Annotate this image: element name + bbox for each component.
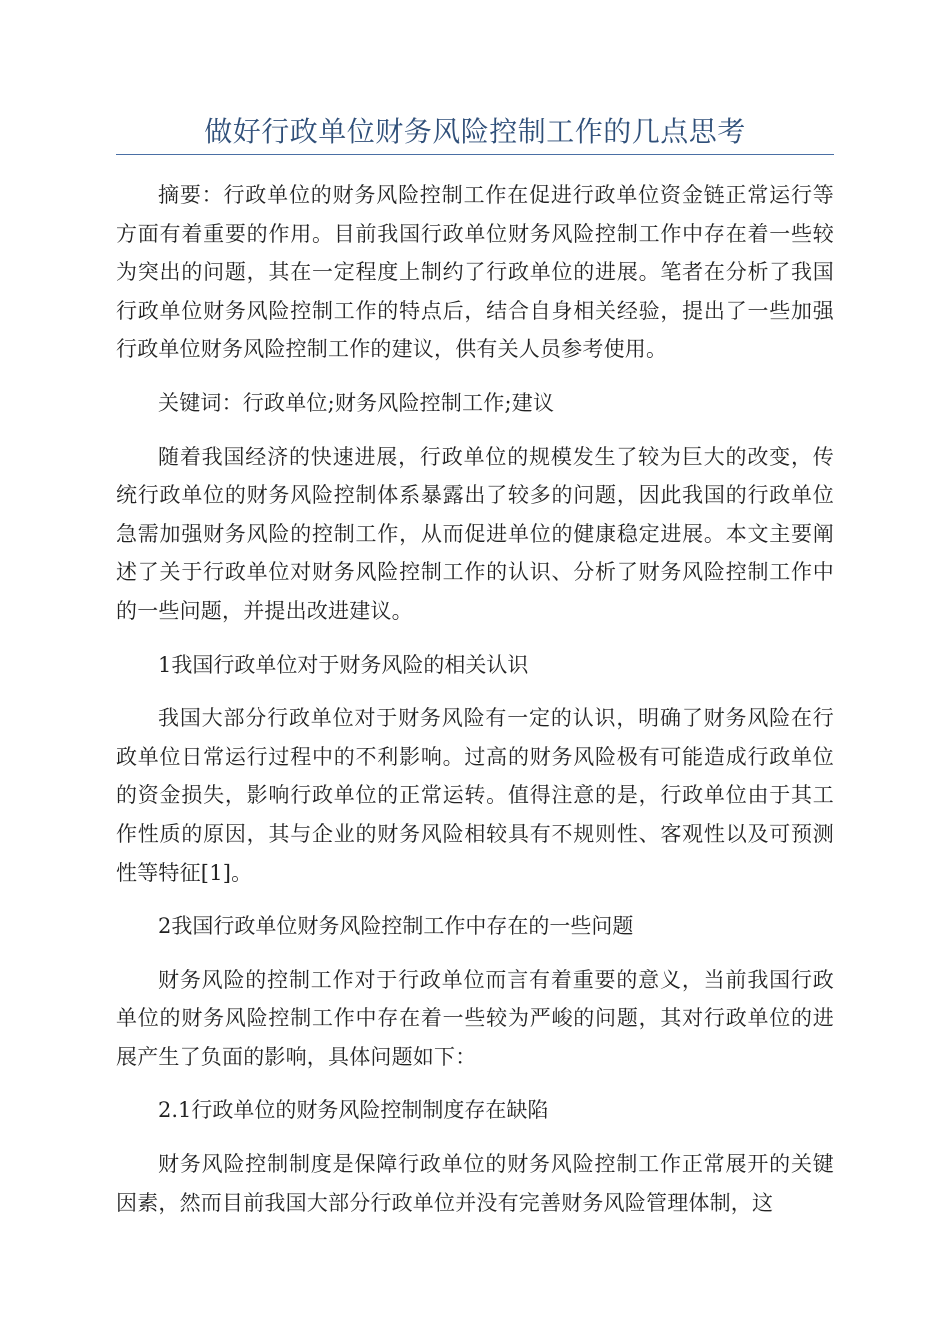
- section-2-heading: 2我国行政单位财务风险控制工作中存在的一些问题: [158, 914, 634, 939]
- section-1-paragraph: 我国大部分行政单位对于财务风险有一定的认识，明确了财务风险在行政单位日常运行过程中的不利影响。过高的财务风险极有可能造成行政单位的资金损失，影响行政单位的正常运转。值得注意的是，行政单位由于其工作性质的原因，其与企业的财务风险相较具有不规则性、客观性以及可预测性等特征[1]。: [116, 706, 834, 885]
- abstract-paragraph: 摘要：行政单位的财务风险控制工作在促进行政单位资金链正常运行等方面有着重要的作用。目前我国行政单位财务风险控制工作中存在着一些较为突出的问题，其在一定程度上制约了行政单位的进展。笔者在分析了我国行政单位财务风险控制工作的特点后，结合自身相关经验，提出了一些加强行政单位财务风险控制工作的建议，供有关人员参考使用。: [116, 183, 834, 362]
- intro-paragraph: 随着我国经济的快速进展，行政单位的规模发生了较为巨大的改变，传统行政单位的财务风险控制体系暴露出了较多的问题，因此我国的行政单位急需加强财务风险的控制工作，从而促进单位的健康稳定进展。本文主要阐述了关于行政单位对财务风险控制工作的认识、分析了财务风险控制工作中的一些问题，并提出改进建议。: [116, 444, 834, 623]
- document-title: 做好行政单位财务风险控制工作的几点思考: [204, 115, 746, 148]
- section-2-1-paragraph: 财务风险控制制度是保障行政单位的财务风险控制工作正常展开的关键因素，然而目前我国大部分行政单位并没有完善财务风险管理体制，这: [116, 1152, 834, 1215]
- title-divider: [116, 154, 834, 155]
- keywords-paragraph: 关键词：行政单位;财务风险控制工作;建议: [158, 390, 555, 415]
- section-2-1-heading: 2.1行政单位的财务风险控制制度存在缺陷: [158, 1098, 549, 1123]
- document-body: [116, 176, 834, 1237]
- section-1-heading: 1我国行政单位对于财务风险的相关认识: [158, 652, 529, 677]
- section-2-paragraph: 财务风险的控制工作对于行政单位而言有着重要的意义，当前我国行政单位的财务风险控制工作中存在着一些较为严峻的问题，其对行政单位的进展产生了负面的影响，具体问题如下：: [116, 967, 834, 1069]
